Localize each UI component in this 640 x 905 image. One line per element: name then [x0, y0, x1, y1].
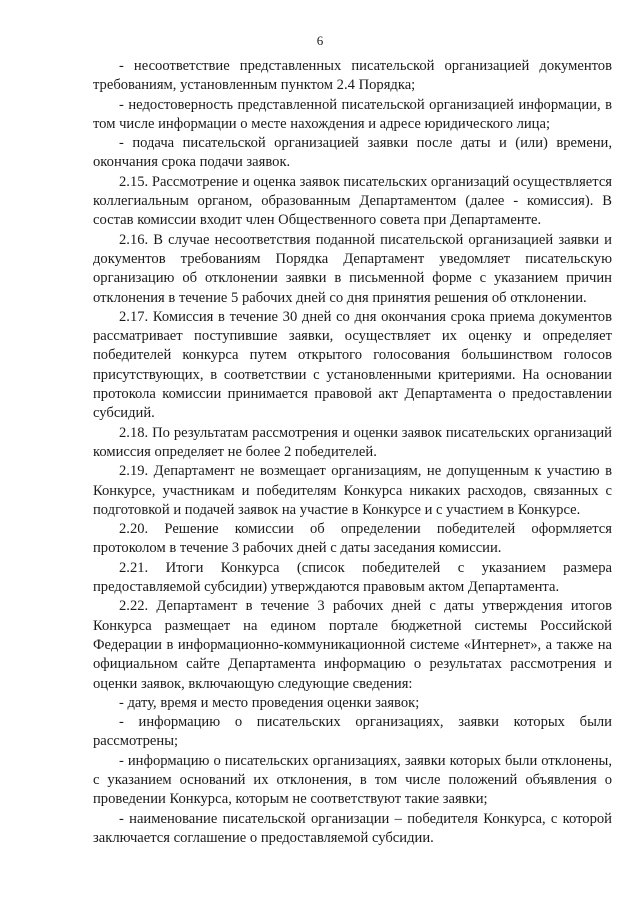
- page-number: 6: [316, 33, 324, 48]
- paragraph: - информацию о писательских организациях, заявки которых были рассмотрены;: [93, 714, 612, 750]
- paragraph: 2.18. По результатам рассмотрения и оценки заявок писательских организаций комиссия определяет не более 2 победителей.: [93, 424, 612, 460]
- paragraph: 2.19. Департамент не возмещает организациям, не допущенным к участию в Конкурсе, участникам и победителям Конкурса никаких расходов, связанных с подготовкой и подачей заявок на участие в Конкурсе и с участием в Конкурсе.: [93, 463, 612, 518]
- paragraph: 2.21. Итоги Конкурса (список победителей с указанием размера предоставляемой субсидии) утверждаются правовым актом Департамента.: [93, 559, 612, 596]
- paragraph: - наименование писательской организации – победителя Конкурса, с которой заключается соглашение о предоставляемой субсидии.: [93, 810, 612, 846]
- paragraph: - недостоверность представленной писательской организацией информации, в том числе информации о месте нахождения и адресе юридического лица;: [93, 96, 612, 132]
- document-body: [93, 57, 612, 848]
- paragraph: 2.15. Рассмотрение и оценка заявок писательских организаций осуществляется коллегиальным органом, образованным Департаментом (далее - комиссия). В состав комиссии входит член Общественного совета при Департаменте.: [93, 173, 613, 229]
- paragraph: - несоответствие представленных писательской организацией документов требованиям, установленным пунктом 2.4 Порядка;: [93, 58, 612, 94]
- paragraph: 2.20. Решение комиссии об определении победителей оформляется протоколом в течение 3 рабочих дней с даты заседания комиссии.: [93, 521, 612, 557]
- paragraph: - дату, время и место проведения оценки заявок;: [119, 694, 420, 711]
- paragraph: 2.17. Комиссия в течение 30 дней со дня окончания срока приема документов рассматривает поступившие заявки, осуществляет их оценку и определяет победителей конкурса путем открытого голосования большинством голосов присутствующих, в соответствии с установленными критериями. На основании протокола комиссии принимается правовой акт Департамента о предоставлении субсидий.: [93, 308, 612, 422]
- paragraph: - подача писательской организацией заявки после даты и (или) времени, окончания срока подачи заявок.: [93, 135, 612, 171]
- paragraph: 2.22. Департамент в течение 3 рабочих дней с даты утверждения итогов Конкурса размещает на едином портале бюджетной системы Российской Федерации в информационно-коммуникационной системе «Интернет», а также на официальном сайте Департамента информацию о результатах рассмотрения и оценки заявок, включающую следующие сведения:: [93, 598, 612, 692]
- paragraph: 2.16. В случае несоответствия поданной писательской организацией заявки и документов требованиям Порядка Департамент уведомляет писательскую организацию об отклонении заявки в письменной форме с указанием причин отклонения в течение 5 рабочих дней со дня принятия решения об отклонении.: [93, 231, 612, 306]
- paragraph: - информацию о писательских организациях, заявки которых были отклонены, с указанием оснований их отклонения, в том числе положений объявления о проведении Конкурса, которым не соответствуют такие заявки;: [93, 752, 612, 808]
